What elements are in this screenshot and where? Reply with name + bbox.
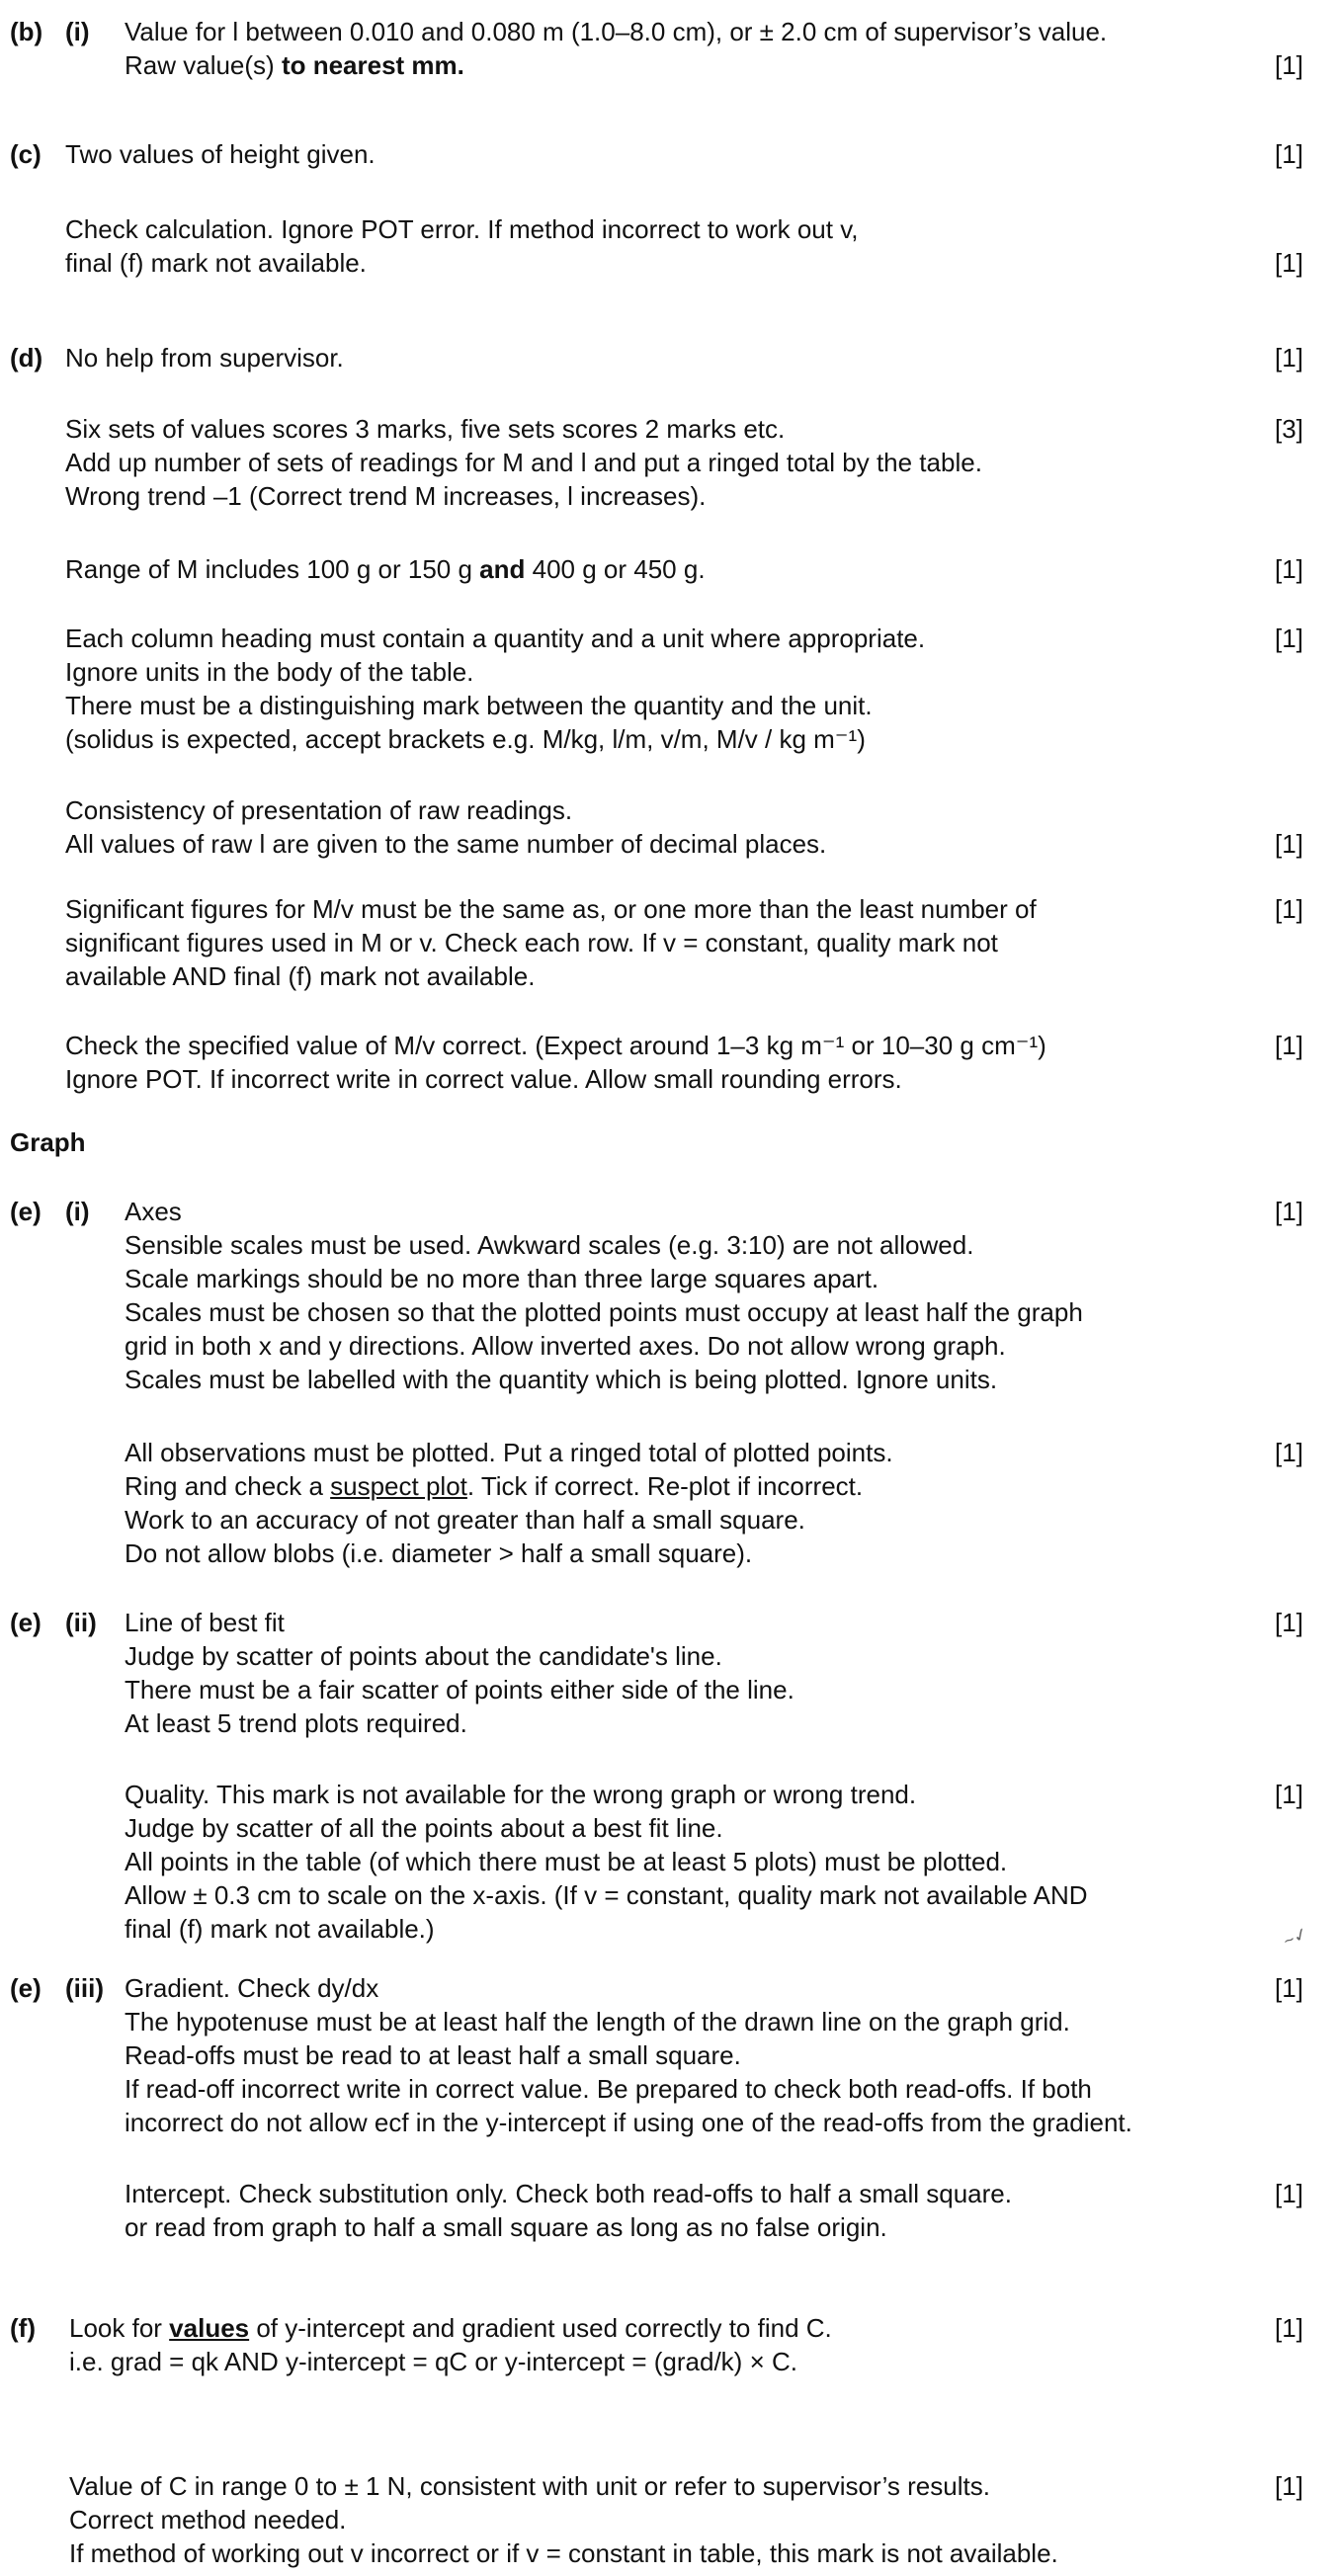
mark-value: [1] bbox=[1275, 2471, 1303, 2501]
mark-value: [1] bbox=[1275, 1031, 1303, 1060]
text-line: final (f) mark not available.) bbox=[125, 1914, 435, 1944]
text-line: No help from supervisor. bbox=[65, 343, 344, 373]
text-line: Do not allow blobs (i.e. diameter > half a small square). bbox=[125, 1538, 753, 1568]
text-line: Judge by scatter of points about the candidate's line. bbox=[125, 1641, 722, 1671]
part-label-e: (e) bbox=[10, 1608, 42, 1637]
text-line: Read-offs must be read to at least half a small square. bbox=[125, 2040, 741, 2070]
text-line: Raw value(s) to nearest mm. bbox=[125, 50, 464, 80]
mark-value: [1] bbox=[1275, 1438, 1303, 1467]
text-line: Each column heading must contain a quantity and a unit where appropriate. bbox=[65, 623, 926, 653]
text-line: There must be a fair scatter of points either side of the line. bbox=[125, 1675, 794, 1704]
section-heading: Graph bbox=[10, 1127, 86, 1157]
text-line: available AND final (f) mark not available. bbox=[65, 961, 536, 991]
part-label-e: (e) bbox=[10, 1197, 42, 1226]
text-line: final (f) mark not available. bbox=[65, 248, 367, 278]
text-line: Value for l between 0.010 and 0.080 m (1.0–8.0 cm), or ± 2.0 cm of supervisor’s value. bbox=[125, 17, 1108, 46]
text-line: Look for values of y-intercept and gradient used correctly to find C. bbox=[69, 2313, 832, 2343]
text-line: Line of best fit bbox=[125, 1608, 285, 1637]
text-line: The hypotenuse must be at least half the length of the drawn line on the graph grid. bbox=[125, 2007, 1070, 2036]
text-line: i.e. grad = qk AND y-intercept = qC or y-intercept = (grad/k) × C. bbox=[69, 2347, 797, 2376]
part-label-c: (c) bbox=[10, 139, 42, 169]
text-line: Judge by scatter of all the points about a best fit line. bbox=[125, 1813, 723, 1843]
text-line: There must be a distinguishing mark between the quantity and the unit. bbox=[65, 691, 873, 720]
text-line: Two values of height given. bbox=[65, 139, 376, 169]
part-label-e: (e) bbox=[10, 1973, 42, 2003]
text-line: Check calculation. Ignore POT error. If method incorrect to work out v, bbox=[65, 214, 859, 244]
text-line: All observations must be plotted. Put a ringed total of plotted points. bbox=[125, 1438, 893, 1467]
text-line: or read from graph to half a small square as long as no false origin. bbox=[125, 2212, 887, 2242]
text-line: Axes bbox=[125, 1197, 182, 1226]
text-line: At least 5 trend plots required. bbox=[125, 1708, 467, 1738]
text-line: Correct method needed. bbox=[69, 2505, 347, 2534]
text-line: Value of C in range 0 to ± 1 N, consistent with unit or refer to supervisor’s results. bbox=[69, 2471, 990, 2501]
sub-label-i: (i) bbox=[65, 1197, 90, 1226]
sub-label-ii: (ii) bbox=[65, 1608, 97, 1637]
text-line: If read-off incorrect write in correct value. Be prepared to check both read-offs. If both bbox=[125, 2074, 1092, 2104]
text-line: Scales must be chosen so that the plotted points must occupy at least half the graph bbox=[125, 1297, 1083, 1327]
text-line: grid in both x and y directions. Allow inverted axes. Do not allow wrong graph. bbox=[125, 1331, 1006, 1361]
sub-label-i: (i) bbox=[65, 17, 90, 46]
text-line: Ignore POT. If incorrect write in correct value. Allow small rounding errors. bbox=[65, 1064, 902, 1094]
text-line: Allow ± 0.3 cm to scale on the x-axis. (If v = constant, quality mark not available AND bbox=[125, 1880, 1088, 1910]
text-line: Ring and check a suspect plot. Tick if correct. Re-plot if incorrect. bbox=[125, 1471, 864, 1501]
text-line: Scales must be labelled with the quantity which is being plotted. Ignore units. bbox=[125, 1365, 998, 1394]
text-line: Significant figures for M/v must be the same as, or one more than the least number of bbox=[65, 894, 1037, 924]
text-line: All values of raw l are given to the same number of decimal places. bbox=[65, 829, 827, 859]
text-line: significant figures used in M or v. Check each row. If v = constant, quality mark not bbox=[65, 928, 998, 957]
text-line: All points in the table (of which there must be at least 5 plots) must be plotted. bbox=[125, 1847, 1008, 1876]
text-line: Quality. This mark is not available for the wrong graph or wrong trend. bbox=[125, 1780, 917, 1809]
mark-value: [1] bbox=[1275, 2313, 1303, 2343]
text-line: Consistency of presentation of raw readings. bbox=[65, 795, 573, 825]
mark-value: [1] bbox=[1275, 343, 1303, 373]
part-label-d: (d) bbox=[10, 343, 43, 373]
mark-value: [1] bbox=[1275, 829, 1303, 859]
text-line: (solidus is expected, accept brackets e.g. M/kg, l/m, v/m, M/v / kg m⁻¹) bbox=[65, 724, 866, 754]
text-line: Work to an accuracy of not greater than half a small square. bbox=[125, 1505, 805, 1535]
text-line: Six sets of values scores 3 marks, five sets scores 2 marks etc. bbox=[65, 414, 786, 444]
mark-value: [1] bbox=[1275, 248, 1303, 278]
mark-value: [1] bbox=[1275, 139, 1303, 169]
text-line: Wrong trend –1 (Correct trend M increases, l increases). bbox=[65, 481, 707, 511]
mark-value: [1] bbox=[1275, 623, 1303, 653]
text-line: Sensible scales must be used. Awkward scales (e.g. 3:10) are not allowed. bbox=[125, 1230, 974, 1260]
part-label-f: (f) bbox=[10, 2313, 36, 2343]
text-line: Intercept. Check substitution only. Check both read-offs to half a small square. bbox=[125, 2179, 1012, 2208]
mark-value: [3] bbox=[1275, 414, 1303, 444]
text-line: Check the specified value of M/v correct. (Expect around 1–3 kg m⁻¹ or 10–30 g cm⁻¹) bbox=[65, 1031, 1046, 1060]
mark-value: [1] bbox=[1275, 50, 1303, 80]
mark-value: [1] bbox=[1275, 1780, 1303, 1809]
mark-value: [1] bbox=[1275, 1608, 1303, 1637]
tick-mark-icon: ~✓ bbox=[1280, 1922, 1312, 1952]
mark-value: [1] bbox=[1275, 554, 1303, 584]
mark-value: [1] bbox=[1275, 1973, 1303, 2003]
text-line: Add up number of sets of readings for M and l and put a ringed total by the table. bbox=[65, 448, 982, 477]
sub-label-iii: (iii) bbox=[65, 1973, 104, 2003]
mark-value: [1] bbox=[1275, 2179, 1303, 2208]
text-line: Scale markings should be no more than three large squares apart. bbox=[125, 1264, 879, 1293]
mark-value: [1] bbox=[1275, 1197, 1303, 1226]
mark-value: [1] bbox=[1275, 894, 1303, 924]
text-line: incorrect do not allow ecf in the y-intercept if using one of the read-offs from the gradient. bbox=[125, 2108, 1132, 2137]
text-line: Ignore units in the body of the table. bbox=[65, 657, 474, 687]
part-label-b: (b) bbox=[10, 17, 43, 46]
text-line: If method of working out v incorrect or if v = constant in table, this mark is not available. bbox=[69, 2538, 1058, 2568]
text-line: Range of M includes 100 g or 150 g and 400 g or 450 g. bbox=[65, 554, 706, 584]
text-line: Gradient. Check dy/dx bbox=[125, 1973, 379, 2003]
